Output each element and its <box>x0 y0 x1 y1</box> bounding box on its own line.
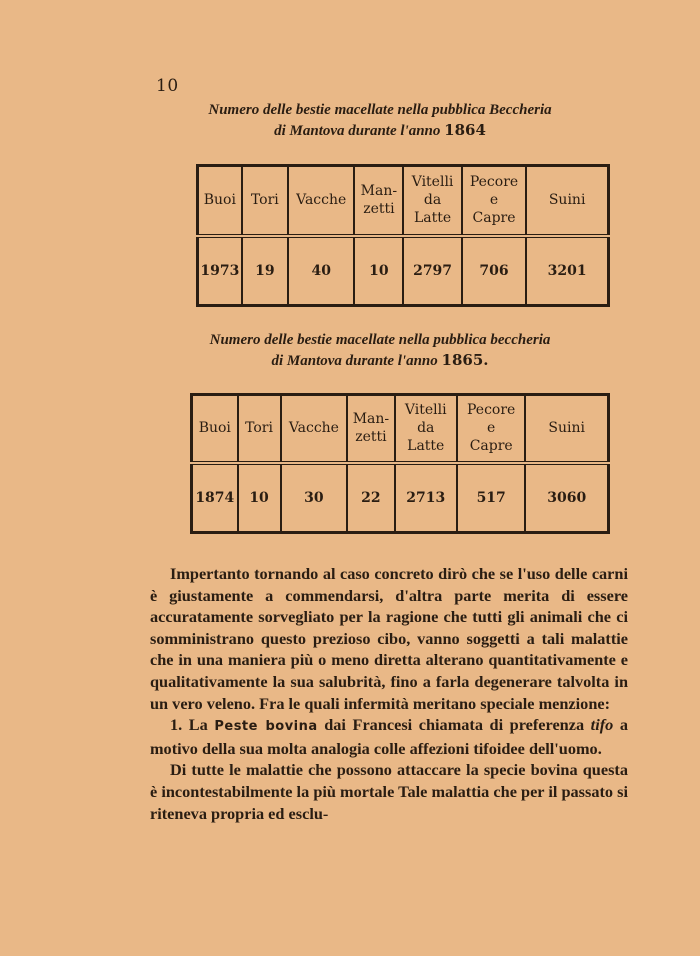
value-cell: 1973 <box>198 236 242 306</box>
header-cell <box>347 395 394 463</box>
header-label: da <box>417 420 435 437</box>
table2-caption-line2 <box>150 350 610 371</box>
header-label: Vacche <box>288 420 339 437</box>
emphasized-term: tifo <box>590 715 614 735</box>
disease-name: Peste bovina <box>214 719 318 735</box>
slaughter-table-1865 <box>190 393 610 534</box>
value-cell: 2713 <box>395 463 457 533</box>
header-label: Capre <box>469 438 513 455</box>
value-cell: 40 <box>288 236 354 306</box>
value-cell: 2797 <box>403 236 461 306</box>
value-cell: 706 <box>462 236 527 306</box>
header-label: zetti <box>363 201 395 218</box>
header-label: Vitelli <box>404 402 447 419</box>
table1-caption-line2 <box>150 120 610 141</box>
header-label: da <box>423 192 442 209</box>
header-label: Suini <box>548 420 585 437</box>
header-label: Latte <box>407 438 445 455</box>
header-cell <box>281 395 348 463</box>
value-cell: 517 <box>457 463 525 533</box>
table1-caption-text: di Mantova durante l'anno <box>274 123 441 139</box>
paragraph-text: dai Francesi chiamata di preferenza <box>324 715 585 735</box>
value-cell: 10 <box>354 236 403 306</box>
table1-caption <box>150 100 610 141</box>
value-cell: 30 <box>281 463 348 533</box>
paragraph: Impertanto tornando al caso concreto dirò che se l'uso delle carni è giustamente a commendarsi, d'altra parte merita di essere accuratamente sorvegliato per la ragione che tutti gli animali che ci somministrano questo prezioso cibo, vanno soggetti a tali malattie che in una maniera più o meno diretta alterano quantitativamente e qualitativamente la sua salubrità, fino a farla degenerare talvolta in un vero veleno. Fra le quali infermità meritano speciale menzione: <box>150 564 628 713</box>
value-cell: 3060 <box>547 489 587 506</box>
paragraph: Di tutte le malattie che possono attaccare la specie bovina questa è incontestabilmente la più mortale Tale malattia che per il passato si riteneva propria ed esclu- <box>150 760 628 823</box>
value-cell: 3201 <box>547 262 587 279</box>
table-header-row <box>198 166 609 236</box>
header-cell <box>462 166 527 236</box>
header-cell <box>242 166 288 236</box>
table1-caption-line1: Numero delle bestie macellate nella pubblica Beccheria <box>208 102 552 118</box>
header-label: e <box>487 420 496 437</box>
header-label: zetti <box>355 429 387 446</box>
table-row <box>198 236 609 306</box>
table2-caption <box>150 330 610 371</box>
header-cell <box>354 166 403 236</box>
table2-caption-year: 1865. <box>441 351 489 369</box>
header-label: Capre <box>472 210 516 227</box>
header-cell <box>526 166 608 236</box>
header-label: Tori <box>245 420 273 437</box>
header-label: Latte <box>413 210 452 227</box>
header-cell <box>395 395 457 463</box>
header-label: Vacche <box>296 192 347 209</box>
value-cell: 19 <box>242 236 288 306</box>
body-text <box>150 563 628 824</box>
header-label: Man- <box>360 183 398 200</box>
page-number: 10 <box>156 76 179 96</box>
header-cell <box>238 395 281 463</box>
header-cell <box>288 166 354 236</box>
table2-caption-line1: Numero delle bestie macellate nella pubblica beccheria <box>209 332 551 348</box>
header-label: Tori <box>250 192 279 209</box>
value-cell: 10 <box>238 463 281 533</box>
header-label: Pecore <box>467 402 516 419</box>
value-cell: 1874 <box>192 463 238 533</box>
slaughter-table-1864 <box>196 164 610 307</box>
header-cell <box>457 395 525 463</box>
value-cell: 22 <box>347 463 394 533</box>
header-label: e <box>489 192 499 209</box>
table-row <box>192 463 609 533</box>
paragraph-text: a motivo della sua molta analogia colle affezioni tifoidee dell'uomo. <box>150 715 628 758</box>
header-label: Buoi <box>203 192 236 209</box>
header-label: Pecore <box>469 174 519 191</box>
table-header-row <box>192 395 609 463</box>
header-cell <box>192 395 238 463</box>
header-label: Vitelli <box>411 174 454 191</box>
header-cell <box>403 166 461 236</box>
header-cell <box>525 395 608 463</box>
list-number: 1. La <box>170 715 208 735</box>
table1-caption-year: 1864 <box>444 121 486 139</box>
header-label: Man- <box>352 411 390 428</box>
header-label: Suini <box>548 192 586 209</box>
paragraph <box>150 714 628 759</box>
table2-caption-text: di Mantova durante l'anno <box>271 353 438 369</box>
header-cell <box>198 166 242 236</box>
header-label: Buoi <box>198 420 231 437</box>
